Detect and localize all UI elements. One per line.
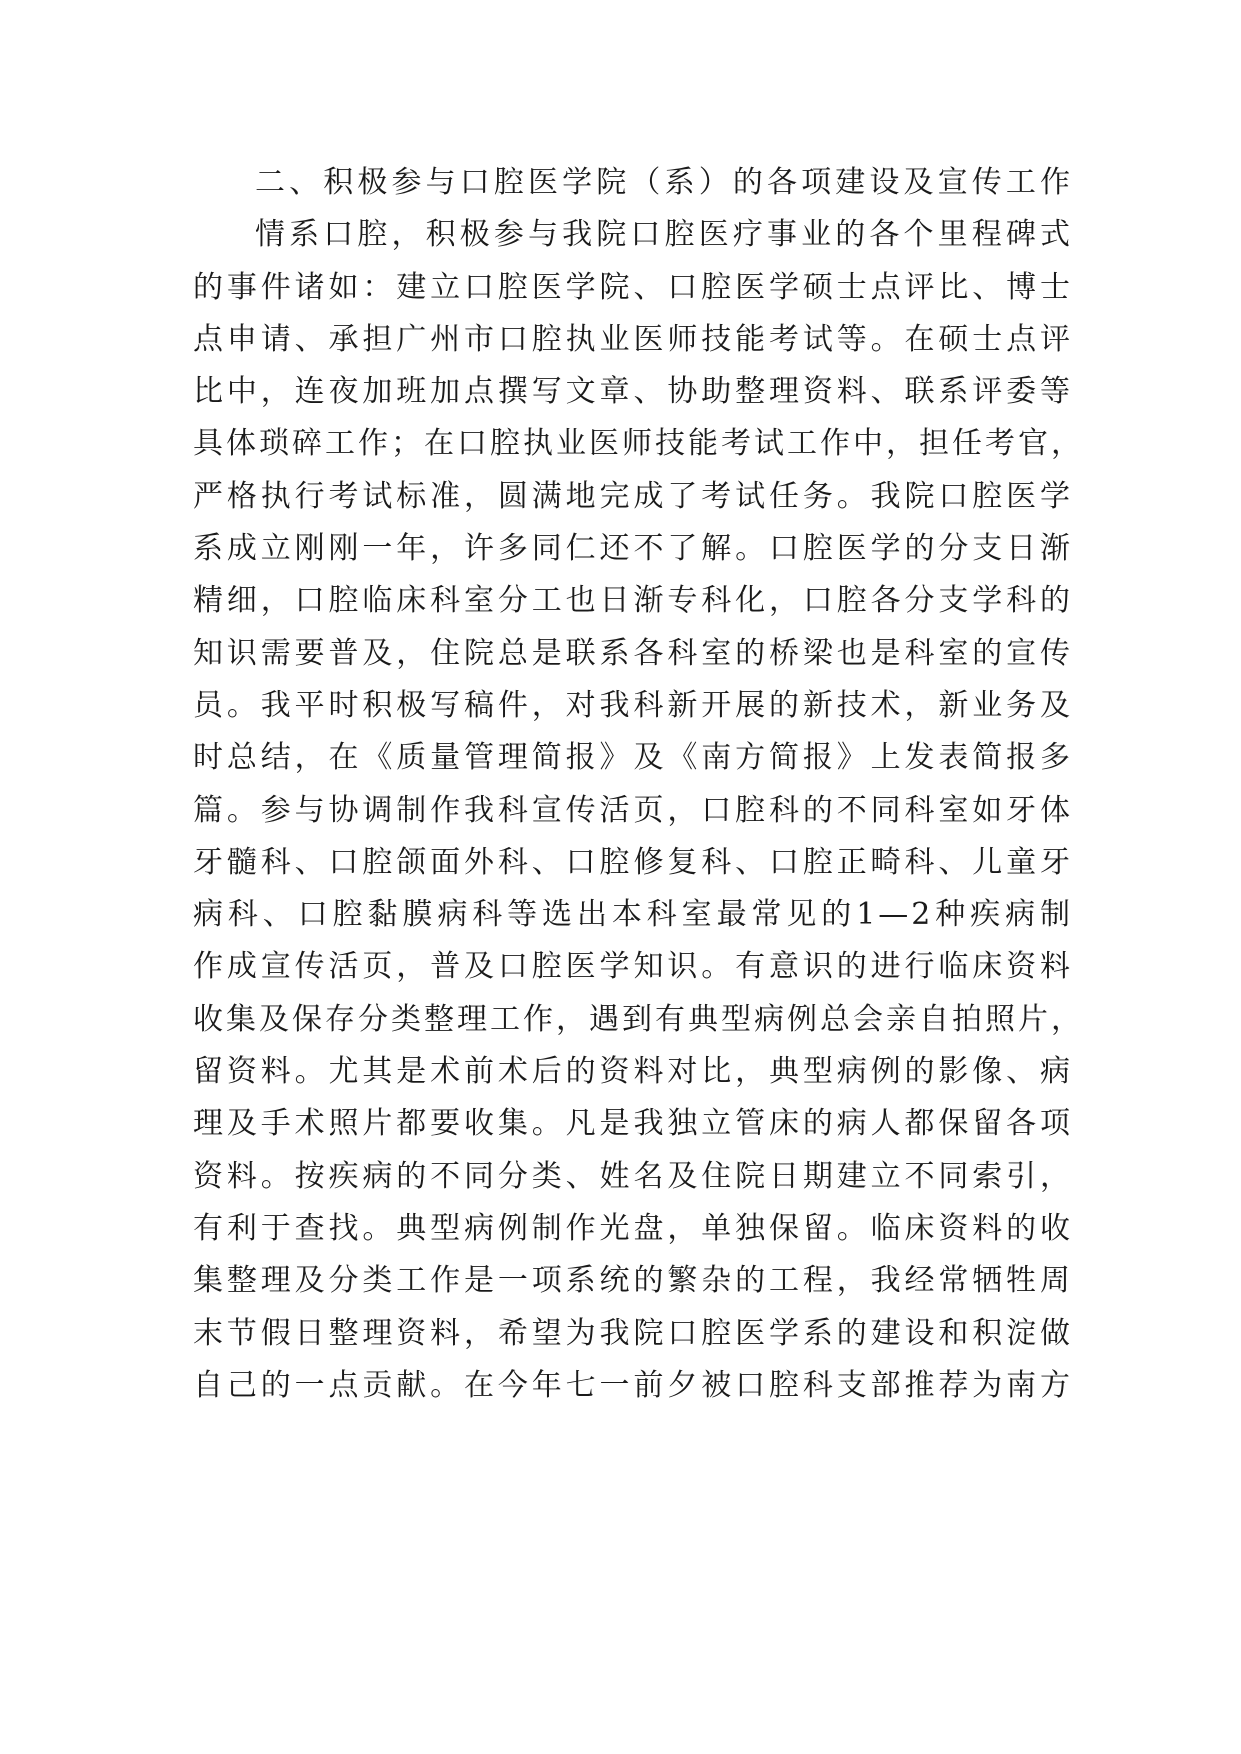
paragraph-line: 收集及保存分类整理工作，遇到有典型病例总会亲自拍照片，: [193, 1001, 1084, 1037]
paragraph-line: 的事件诸如：建立口腔医学院、口腔医学硕士点评比、博士: [193, 269, 1073, 305]
paragraph-line: 知识需要普及，住院总是联系各科室的桥梁也是科室的宣传: [193, 635, 1073, 671]
paragraph-line: 有利于查找。典型病例制作光盘，单独保留。临床资料的收: [193, 1210, 1073, 1246]
paragraph-line: 集整理及分类工作是一项系统的繁杂的工程，我经常牺牲周: [193, 1263, 1073, 1299]
paragraph-line: 系成立刚刚一年，许多同仁还不了解。口腔医学的分支日渐: [193, 531, 1073, 567]
paragraph-line: 作成宣传活页，普及口腔医学知识。有意识的进行临床资料: [193, 949, 1073, 985]
paragraph-line: 理及手术照片都要收集。凡是我独立管床的病人都保留各项: [193, 1106, 1073, 1142]
paragraph-line: 时总结，在《质量管理简报》及《南方简报》上发表简报多: [193, 740, 1073, 776]
section-heading: 二、积极参与口腔医学院（系）的各项建设及宣传工作: [255, 165, 1073, 200]
paragraph-line: 篇。参与协调制作我科宣传活页，口腔科的不同科室如牙体: [193, 792, 1073, 828]
paragraph-line: 具体琐碎工作；在口腔执业医师技能考试工作中，担任考官，: [193, 426, 1084, 462]
paragraph-line: 员。我平时积极写稿件，对我科新开展的新技术，新业务及: [193, 687, 1073, 723]
paragraph-line: 牙髓科、口腔颌面外科、口腔修复科、口腔正畸科、儿童牙: [193, 844, 1073, 880]
paragraph-line: 精细，口腔临床科室分工也日渐专科化，口腔各分支学科的: [193, 583, 1073, 619]
paragraph-line: 严格执行考试标准，圆满地完成了考试任务。我院口腔医学: [193, 478, 1073, 514]
body-text: [193, 157, 1084, 1412]
paragraph-line: 留资料。尤其是术前术后的资料对比，典型病例的影像、病: [193, 1054, 1073, 1090]
paragraph-line: 病科、口腔黏膜病科等选出本科室最常见的1—2种疾病制: [193, 897, 1073, 933]
paragraph-line: 资料。按疾病的不同分类、姓名及住院日期建立不同索引，: [193, 1158, 1073, 1194]
paragraph-line: 情系口腔，积极参与我院口腔医疗事业的各个里程碑式: [255, 217, 1073, 253]
paragraph-line: 点申请、承担广州市口腔执业医师技能考试等。在硕士点评: [193, 321, 1073, 357]
paragraph-line: 比中，连夜加班加点撰写文章、协助整理资料、联系评委等: [193, 374, 1073, 410]
paragraph-line: 末节假日整理资料，希望为我院口腔医学系的建设和积淀做: [193, 1315, 1073, 1351]
paragraph-line: 自己的一点贡献。在今年七一前夕被口腔科支部推荐为南方: [193, 1367, 1073, 1403]
